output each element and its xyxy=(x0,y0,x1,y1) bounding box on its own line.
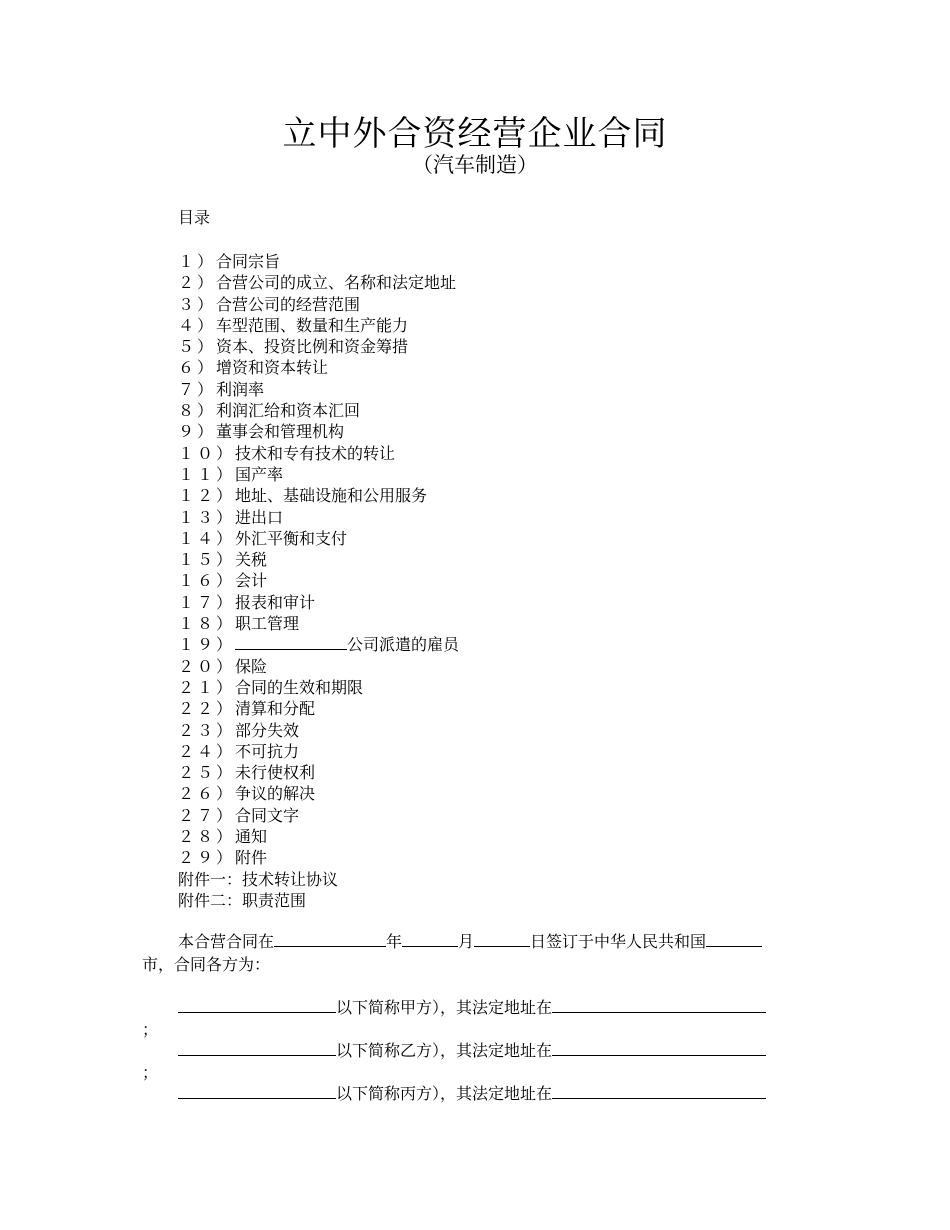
toc-item-8: ８）利润汇给和资本汇回 xyxy=(178,401,361,421)
toc-item-17: １７）报表和审计 xyxy=(178,592,316,612)
blank-line xyxy=(235,635,347,650)
party-a-name-blank xyxy=(178,998,336,1013)
party-c-name-blank xyxy=(178,1084,336,1099)
document-subtitle: （汽车制造） xyxy=(412,153,538,177)
document-title: 立中外合资经营企业合同 xyxy=(282,114,668,154)
toc-item-12: １２）地址、基础设施和公用服务 xyxy=(178,486,428,506)
appendix-item-2: 附件二：职责范围 xyxy=(178,890,307,910)
toc-item-26: ２６）争议的解决 xyxy=(178,784,316,804)
toc-item-7: ７）利润率 xyxy=(178,379,265,399)
toc-item-5: ５）资本、投资比例和资金筹措 xyxy=(178,337,409,357)
party-b-semicolon: ； xyxy=(142,1063,159,1082)
intro-line-2: 市，合同各方为： xyxy=(142,955,271,974)
party-b-name-blank xyxy=(178,1041,336,1056)
toc-item-10: １０）技术和专有技术的转让 xyxy=(178,443,396,463)
party-b-line: 以下简称乙方），其法定地址在 xyxy=(178,1040,766,1062)
toc-item-28: ２８）通知 xyxy=(178,827,268,847)
date-place-blank xyxy=(274,932,386,947)
year-blank xyxy=(402,932,458,947)
appendix-item-1: 附件一：技术转让协议 xyxy=(178,869,339,889)
toc-item-16: １６）会计 xyxy=(178,571,268,591)
toc-item-29: ２９）附件 xyxy=(178,848,268,868)
toc-heading: 目录 xyxy=(178,208,211,227)
toc-item-23: ２３）部分失效 xyxy=(178,720,300,740)
toc-item-11: １１）国产率 xyxy=(178,464,284,484)
toc-item-13: １３）进出口 xyxy=(178,507,284,527)
party-c-address-blank xyxy=(552,1084,766,1099)
toc-item-1: １）合同宗旨 xyxy=(178,252,281,271)
party-a-semicolon: ； xyxy=(142,1020,159,1039)
toc-item-19: １９） 公司派遣的雇员 xyxy=(178,635,460,655)
intro-line-1: 本合营合同在 年 月 日签订于中华人民共和国 xyxy=(178,931,762,953)
toc-item-3: ３）合营公司的经营范围 xyxy=(178,294,361,314)
toc-item-24: ２４）不可抗力 xyxy=(178,741,300,761)
toc-item-6: ６）增资和资本转让 xyxy=(178,358,329,378)
toc-item-20: ２０）保险 xyxy=(178,656,268,676)
table-of-contents xyxy=(178,251,459,911)
party-c-line: 以下简称丙方），其法定地址在 xyxy=(178,1083,766,1105)
toc-item-2: ２）合营公司的成立、名称和法定地址 xyxy=(178,273,457,293)
party-a-line: 以下简称甲方），其法定地址在 xyxy=(178,997,766,1019)
toc-item-14: １４）外汇平衡和支付 xyxy=(178,528,348,548)
month-blank xyxy=(474,932,530,947)
toc-item-4: ４）车型范围、数量和生产能力 xyxy=(178,315,409,335)
toc-item-21: ２１）合同的生效和期限 xyxy=(178,677,364,697)
toc-item-25: ２５）未行使权利 xyxy=(178,763,316,783)
city-blank xyxy=(706,932,762,947)
toc-item-18: １８）职工管理 xyxy=(178,614,300,634)
toc-item-22: ２２）清算和分配 xyxy=(178,699,316,719)
party-b-address-blank xyxy=(552,1041,766,1056)
toc-item-27: ２７）合同文字 xyxy=(178,805,300,825)
toc-item-9: ９）董事会和管理机构 xyxy=(178,422,345,442)
toc-item-15: １５）关税 xyxy=(178,550,268,570)
party-a-address-blank xyxy=(552,998,766,1013)
